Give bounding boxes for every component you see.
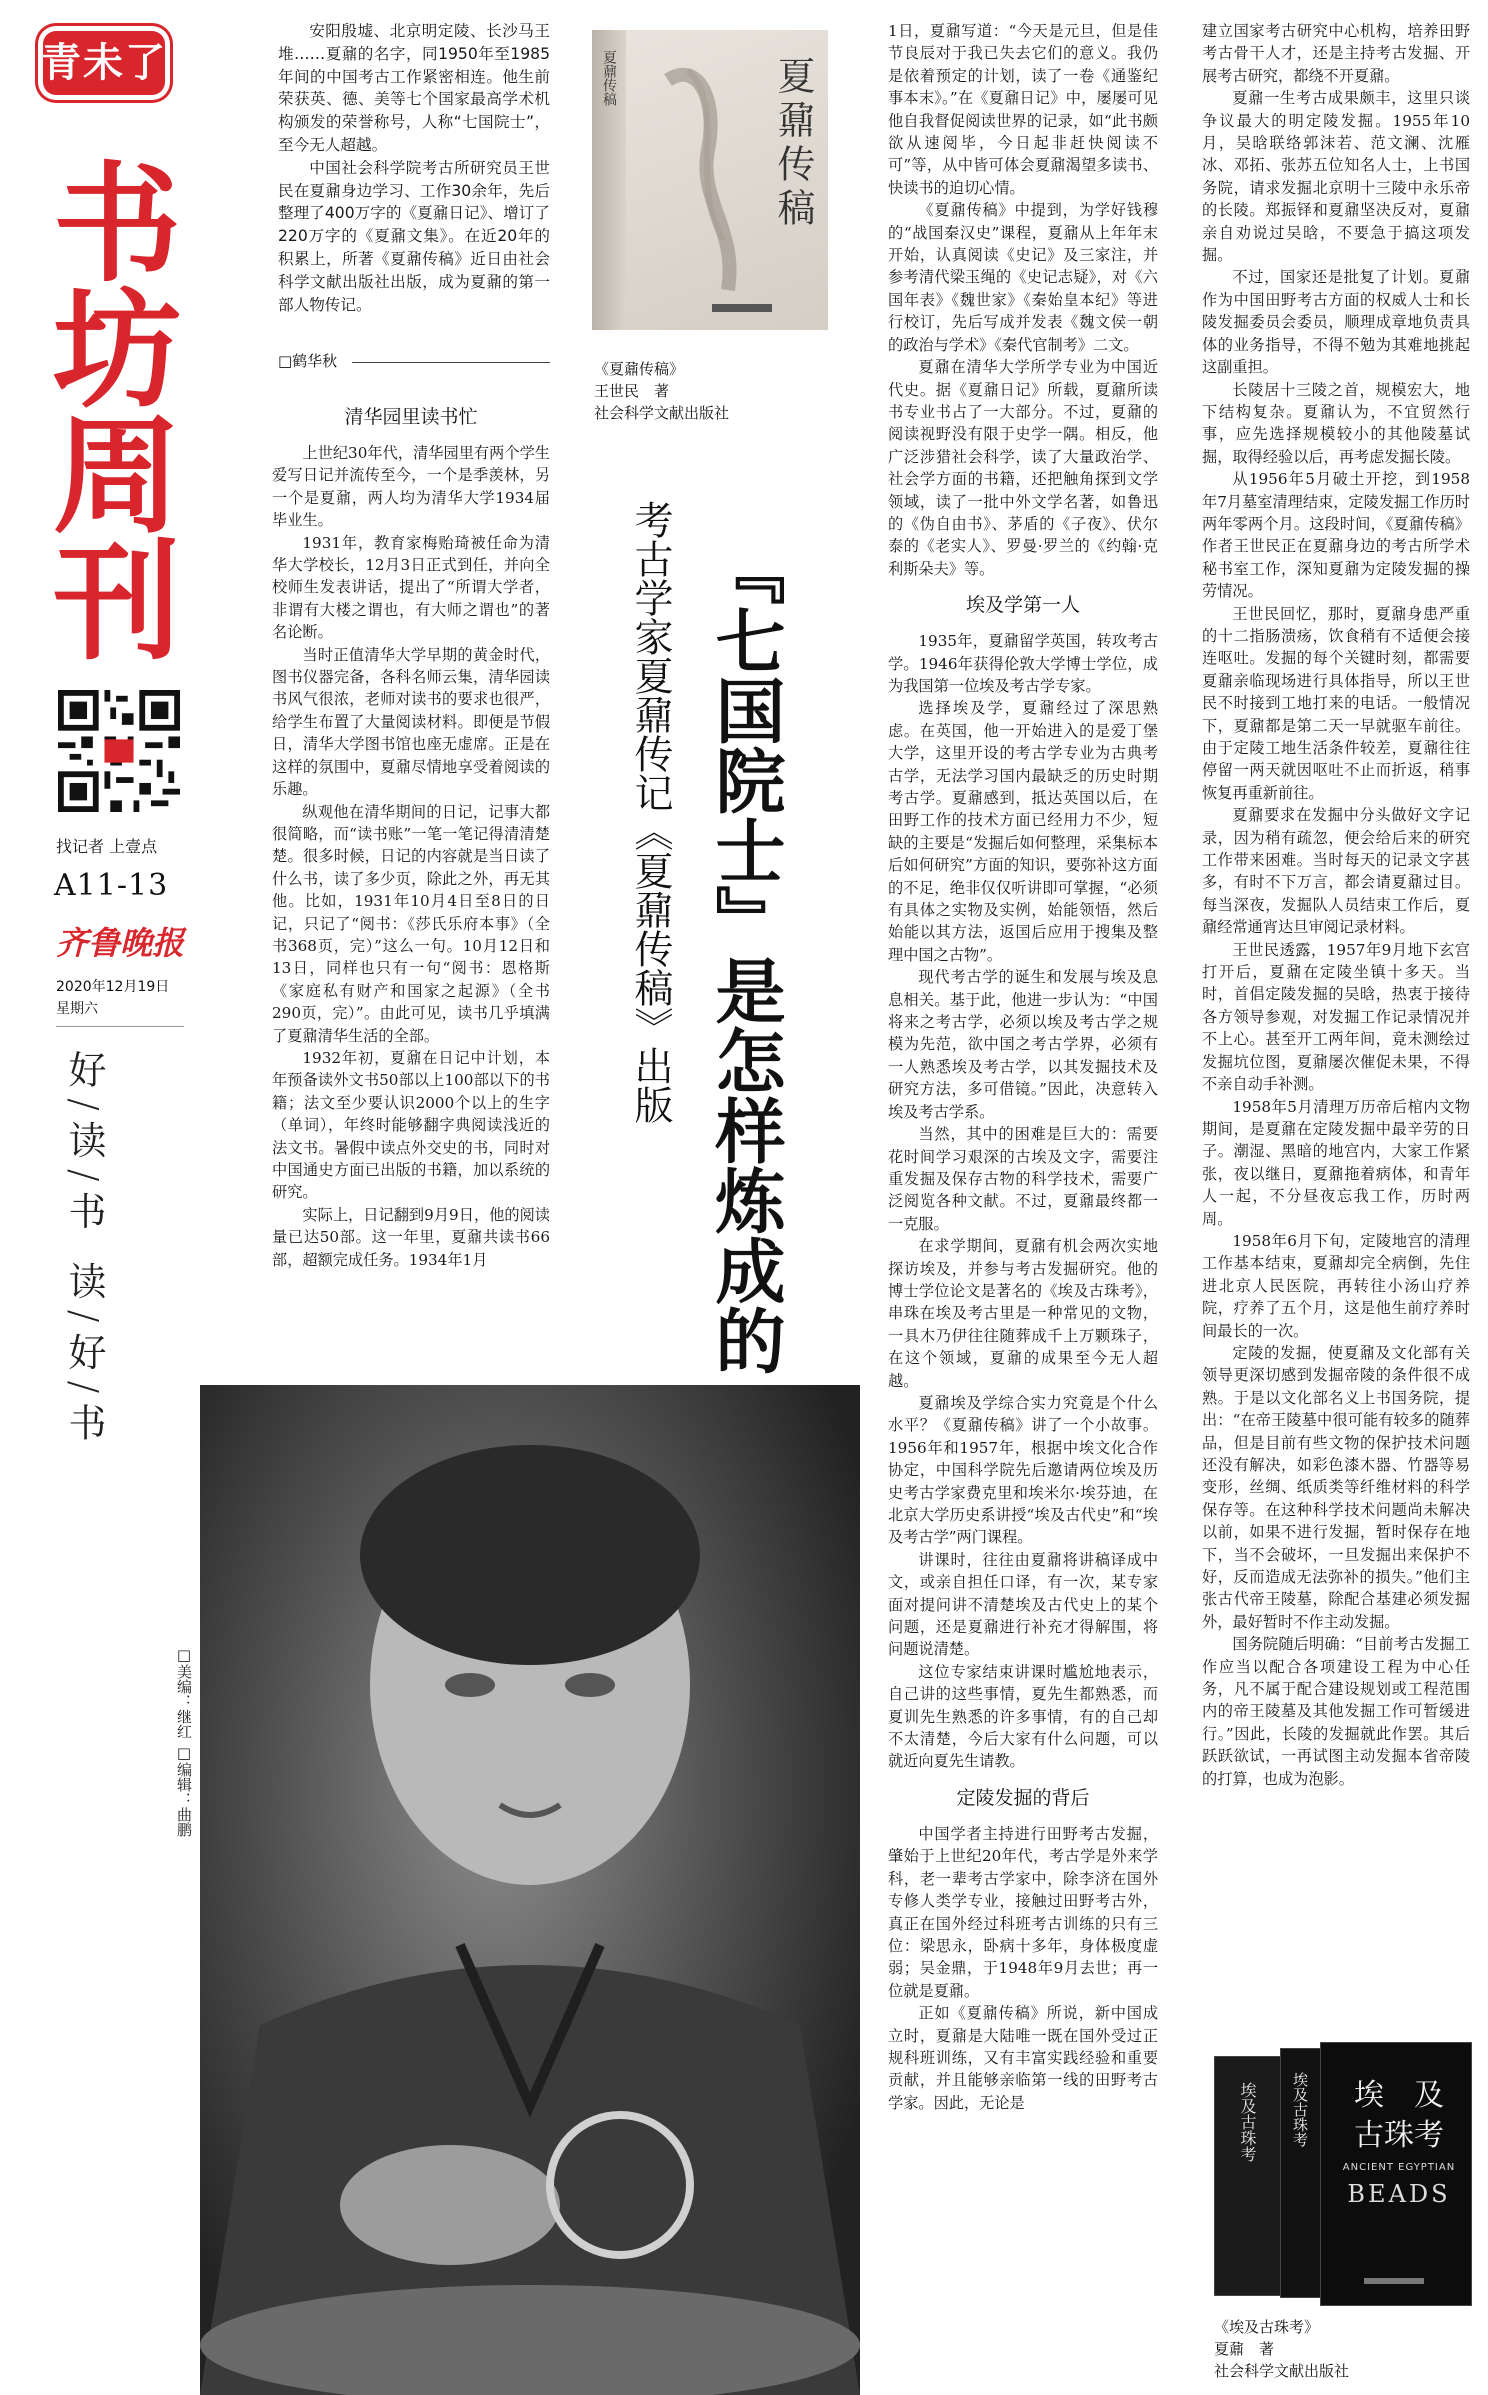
body-paragraph: 夏鼐在清华大学所学专业为中国近代史。据《夏鼐日记》所载，夏鼐所读书专业书占了一大部分。不过，夏鼐的阅读视野没有限于史学一隅。相反，他广泛涉猎社会科学，读了大量政治学、社会学方面的书籍，还把触角探到文学领域，读了一批中外文学名著，如鲁迅的《伪自由书》、茅盾的《子夜》、伏尔泰的《老实人》、罗曼·罗兰的《约翰·克利斯朵夫》等。 — [888, 358, 1158, 578]
qr-code-icon — [58, 690, 180, 812]
book2-title-line2: 古珠考 — [1354, 2118, 1444, 2153]
body-paragraph: 1日，夏鼐写道：“今天是元旦，但是佳节良辰对于我已失去它们的意义。我仍是依着预定的计划，读了一卷《通鉴纪事本末》。”在《夏鼐日记》中，屡屡可见他自我督促阅读世界的记录，如“此书颇欲从速阅毕，今日起非赶快阅读不可”等，从中皆可体会夏鼐渴望多读书、快读书的迫切心情。 — [888, 22, 1158, 197]
book-cover-egypt-beads — [1214, 2042, 1470, 2304]
book1-caption-publisher: 社会科学文献出版社 — [594, 404, 730, 422]
intro-rule — [352, 362, 550, 363]
column-four — [1202, 20, 1470, 1790]
body-paragraph: 长陵居十三陵之首，规模宏大，地下结构复杂。夏鼐认为，不宜贸然行事，应先选择规模较小的其他陵墓试掘，取得经验以后，再考虑发掘长陵。 — [1202, 380, 1470, 466]
book2-en-line1: ANCIENT EGYPTIAN — [1342, 2162, 1456, 2173]
body-paragraph: 现代考古学的诞生和发展与埃及息息相关。基于此，他进一步认为：“中国将来之考古学，必须以埃及考古学之规模为先范，欲中国之考古学界，必须有一人熟悉埃及考古学，以其发掘技术及研究方法，多可借镜。”因此，决意转入埃及考古学系。 — [888, 968, 1158, 1121]
body-paragraph: 王世民透露，1957年9月地下玄宫打开后，夏鼐在定陵坐镇十多天。当时，首倡定陵发掘的吴晗，热衷于接待各方领导参观，对发掘工作记录情况并不上心。甚至开工两年间，竟未测绘过发掘坑位图，夏鼐屡次催促未果，不得不亲自动手补测。 — [1202, 940, 1470, 1094]
body-paragraph: 这位专家结束讲课时尴尬地表示，自己讲的这些事情，夏先生都熟悉，而夏训先生熟悉的许多事情，有的自己却不太清楚，今后大家有什么问题，可以就近向夏先生请教。 — [888, 1662, 1158, 1771]
editors-credit: □美编：继红 □编辑：曲鹏 — [175, 1646, 193, 1837]
body-paragraph: 1931年，教育家梅贻琦被任命为清华大学校长，12月3日正式到任，并向全校师生发表讲话，提出了“所谓大学者，非谓有大楼之谓也，有大师之谓也”的著名论断。 — [272, 533, 550, 642]
qr-caption: 找记者 上壹点 — [56, 837, 158, 856]
body-paragraph: 当然，其中的困难是巨大的：需要花时间学习艰深的古埃及文字，需要注重发掘及保存古物的科学技术，需要广泛阅览各种文献。不过，夏鼐最终都一一克服。 — [888, 1125, 1158, 1233]
body-paragraph: 王世民回忆，那时，夏鼐身患严重的十二指肠溃疡，饮食稍有不适便会接连呕吐。发掘的每个关键时刻，都需要夏鼐亲临现场进行具体指导，所以王世民不时接到工地打来的电话。一般情况下，夏鼐都是第二天一早就驱车前往。由于定陵工地生活条件较差，夏鼐往往停留一两天就因呕吐不止而折返，稍事恢复再重新前往。 — [1202, 604, 1470, 802]
paper-name: 齐鲁晚报 — [56, 924, 185, 962]
body-paragraph: 夏鼐一生考古成果颇丰，这里只谈争议最大的明定陵发掘。1955年10月，吴晗联络郭沫若、范文澜、沈雁冰、邓拓、张苏五位知名人士，上书国务院，请求发掘北京明十三陵中永乐帝的长陵。郑振铎和夏鼐坚决反对，夏鼐亲自劝说过吴晗，不要急于搞这项发掘。 — [1202, 89, 1470, 265]
body-paragraph: 1958年6月下旬，定陵地宫的清理工作基本结束，夏鼐却完全病倒，先住进北京人民医院，再转往小汤山疗养院，疗养了五个月，这是他生前疗养时间最长的一次。 — [1202, 1231, 1470, 1340]
body-paragraph: 纵观他在清华期间的日记，记事大都很简略，而“读书账”一笔一笔记得清清楚楚。很多时候，日记的内容就是当日读了什么书，读了多少页，除此之外，再无其他。比如，1931年10月4日至8日的日记，只记了“阅书：《莎氏乐府本事》（全书368页，完）”这么一句。10月12日和13日，同样也只有一句“阅书：恩格斯《家庭私有财产和国家之起源》（全书290页，完）”。由此可见，读书几乎填满了夏鼐清华生活的全部。 — [272, 802, 550, 1045]
section-heading: 埃及学第一人 — [965, 594, 1080, 617]
body-paragraph: 夏鼐要求在发掘中分头做好文字记录，因为稍有疏忽，便会给后来的研究工作带来困难。当时每天的记录文字甚多，有时不下万言，都会请夏鼐过目。每当深夜，发掘队人员结束工作后，夏鼐经常通宵达旦审阅记录材料。 — [1202, 806, 1470, 937]
book2-caption-publisher: 社会科学文献出版社 — [1214, 2362, 1350, 2380]
body-paragraph: 正如《夏鼐传稿》所说，新中国成立时，夏鼐是大陆唯一既在国外受过正规科班训练，又有丰富实践经验和重要贡献，并且能够亲临第一线的田野考古学家。因此，无论是 — [888, 2004, 1158, 2112]
book2-title-line1: 埃 及 — [1354, 2078, 1444, 2113]
book2-spine-text-back: 埃及古珠考 — [1238, 2082, 1257, 2162]
body-paragraph: 国务院随后明确：“目前考古发掘工作应当以配合各项建设工程为中心任务，凡不属于配合建设规划或工程范围内的帝王陵墓及其他发掘工作可暂缓进行。”因此，长陵的发掘就此作罢。其后跃跃欲试，一再试图主动发掘本省帝陵的打算，也成为泡影。 — [1202, 1635, 1470, 1788]
logo-badge — [38, 26, 170, 100]
portrait-photo-xia-nai — [200, 1385, 860, 2395]
masthead — [0, 0, 200, 2395]
body-paragraph: 中国学者主持进行田野考古发掘，肇始于上世纪20年代，考古学是外来学科，老一辈考古学家中，除李济在国外专修人类学专业，接触过田野考古外，真正在国外经过科班考古训练的只有三位：梁思永，卧病十多年，身体极度虚弱；吴金鼎，于1948年9月去世；再一位就是夏鼐。 — [888, 1824, 1158, 2000]
book2-spine-text: 埃及古珠考 — [1291, 2072, 1309, 2147]
masthead-divider — [56, 1026, 184, 1027]
body-paragraph: 1958年5月清理万历帝后棺内文物期间，是夏鼐在定陵发掘中最辛劳的日子。潮湿、黑暗的地宫内，大家工作紧张，夜以继日，夏鼐拖着病体，和青年人一起，不分昼夜忘我工作，历时两周。 — [1202, 1097, 1470, 1228]
book1-spine-text: 夏鼐传稿 — [601, 50, 617, 106]
book2-caption — [1214, 2316, 1470, 2382]
body-paragraph: 实际上，日记翻到9月9日，他的阅读量已达50部。这一年里，夏鼐共读书66部，超额完成任务。1934年1月 — [272, 1205, 550, 1269]
slogan: 好/读/书 读/好/书 — [62, 1050, 106, 1452]
body-paragraph: 建立国家考古研究中心机构，培养田野考古骨干人才，还是主持考古发掘、开展考古研究，都绕不开夏鼐。 — [1202, 22, 1470, 85]
column-three — [888, 20, 1158, 2114]
body-paragraph: 《夏鼐传稿》中提到，为学好钱穆的“战国秦汉史”课程，夏鼐从上年年末开始，认真阅读《史记》及三家注，并参考清代梁玉绳的《史记志疑》，对《六国年表》《魏世家》《秦始皇本纪》等进行校订，先后写成并发表《魏文侯一朝的政治与学术》《秦代官制考》二文。 — [888, 201, 1158, 354]
intro-byline: □鹤华秋 — [278, 352, 338, 370]
book1-caption-title: 《夏鼐传稿》 — [594, 360, 685, 378]
body-paragraph: 当时正值清华大学早期的黄金时代，图书仪器完备，各科名师云集，清华园读书风气很浓，老师对读书的要求也很严，给学生布置了大量阅读材料。即便是节假日，清华大学图书馆也座无虚席。正是在这样的氛围中，夏鼐尽情地享受着阅读的乐趣。 — [272, 645, 550, 799]
headline-main: 『七国院士』是怎样炼成的 — [704, 535, 786, 1375]
book1-cover-title: 夏鼐传稿 — [771, 56, 815, 232]
body-paragraph: 选择埃及学，夏鼐经过了深思熟虑。在英国，他一开始进入的是爱丁堡大学，这里开设的考古学专业为古典考古学，无法学习国内最缺乏的历史时期考古学。夏鼐感到，抵达英国以后，在田野工作的技术方面已经用力不少，短缺的主要是“发掘后如何整理，采集标本后如何研究”方面的知识，要弥补这方面的不足，绝非仅仅听讲即可掌握，“必须有具体之实物及实例，始能领悟，然后始能以其方法，返国后应用于搜集及整理中国之古物”。 — [888, 699, 1158, 964]
body-paragraph: 不过，国家还是批复了计划。夏鼐作为中国田野考古方面的权威人士和长陵发掘委员会委员，顺理成章地负责具体的业务指导，不得不勉为其难地挑起这副重担。 — [1202, 268, 1470, 377]
book-cover-xianai-zhuangao — [592, 30, 828, 330]
headline-sub: 考古学家夏鼐传记《夏鼐传稿》出版 — [628, 500, 673, 1124]
intro-paragraph: 安阳殷墟、北京明定陵、长沙马王堆……夏鼐的名字，同1950年至1985年间的中国考古工作紧密相连。他生前荣获英、德、美等七个国家最高学术机构颁发的荣誉称号，人称“七国院士”，至今无人超越。 — [278, 22, 550, 154]
book2-caption-author: 夏鼐 著 — [1214, 2340, 1275, 2358]
body-paragraph: 夏鼐埃及学综合实力究竟是个什么水平？《夏鼐传稿》讲了一个小故事。1956年和1957年，根据中埃文化合作协定，中国科学院先后邀请两位埃及历史考古学家费克里和埃米尔·埃芬迪，在北京大学历史系讲授“埃及古代史”和“埃及考古学”两门课程。 — [888, 1393, 1158, 1547]
book2-caption-title: 《埃及古珠考》 — [1214, 2318, 1320, 2336]
intro-block — [278, 20, 550, 316]
book1-caption — [594, 358, 834, 424]
body-paragraph: 1932年初，夏鼐在日记中计划，本年预备读外文书50部以上100部以下的书籍；法文至少要认识2000个以上的生字（单词），年终时能够翻字典阅读浅近的法文书。暑假中读点外交史的书，同时对中国通史方面已出版的书籍，加以系统的研究。 — [272, 1048, 550, 1202]
section-qinghua — [272, 392, 550, 1271]
body-paragraph: 讲课时，往往由夏鼐将讲稿译成中文，或亲自担任口译，有一次，某专家面对提问讲不清楚埃及古代史上的某个问题，还是夏鼐进行补充才得解围，将问题说清楚。 — [888, 1550, 1158, 1659]
section-heading: 定陵发掘的背后 — [956, 1786, 1090, 1809]
body-paragraph: 从1956年5月破土开挖，到1958年7月墓室清理结束，定陵发掘工作历时两年零两个月。这段时间，《夏鼐传稿》作者王世民正在夏鼐身边的考古所学术秘书室工作，深知夏鼐为定陵发掘的操劳情况。 — [1202, 470, 1470, 601]
section-heading: 清华园里读书忙 — [344, 406, 478, 428]
body-paragraph: 上世纪30年代，清华园里有两个学生爱写日记并流传至今，一个是季羡林，另一个是夏鼐，两人均为清华大学1934届毕业生。 — [272, 444, 550, 530]
book2-en-line2: BEADS — [1347, 2180, 1451, 2208]
body-paragraph: 在求学期间，夏鼐有机会两次实地探访埃及，并参与考古发掘研究。他的博士学位论文是著名的《埃及古珠考》，串珠在埃及考古里是一种常见的文物，一具木乃伊往往随葬成千上万颗珠子，在这个领域，夏鼐的成果至今无人超越。 — [888, 1237, 1158, 1390]
column-title: 书坊周刊 — [31, 156, 180, 660]
body-paragraph: 1935年，夏鼐留学英国，转攻考古学。1946年获得伦敦大学博士学位，成为我国第一位埃及考古学专家。 — [888, 632, 1158, 695]
logo-text: 青未了 — [41, 40, 167, 86]
body-paragraph: 定陵的发掘，使夏鼐及文化部有关领导更深切感到发掘帝陵的条件很不成熟。于是以文化部名义上书国务院，提出：“在帝王陵墓中很可能有较多的随葬品，但是目前有些文物的保护技术问题还没有解决，如彩色漆木器、竹器等易变形，丝绸、纸质类等纤维材料的科学保存等。在这种科学技术问题尚未解决以前，如果不进行发掘，暂时保存在地下，当不会破坏，一旦发掘出来保护不好，反而造成无法弥补的损失。”他们主张古代帝王陵墓，除配合基建必须发掘外，最好暂时不作主动发掘。 — [1202, 1343, 1470, 1631]
intro-paragraph: 中国社会科学院考古所研究员王世民在夏鼐身边学习、工作30余年，先后整理了400万字的《夏鼐日记》、增订了220万字的《夏鼐文集》。在近20年的积累上，所著《夏鼐传稿》近日由社会科学文献出版社出版，成为夏鼐的第一部人物传记。 — [278, 158, 550, 314]
page-numbers: A11-13 — [54, 868, 169, 903]
issue-date: 2020年12月19日 — [56, 979, 170, 995]
book1-caption-author: 王世民 著 — [594, 382, 670, 400]
issue-weekday: 星期六 — [56, 1001, 98, 1017]
